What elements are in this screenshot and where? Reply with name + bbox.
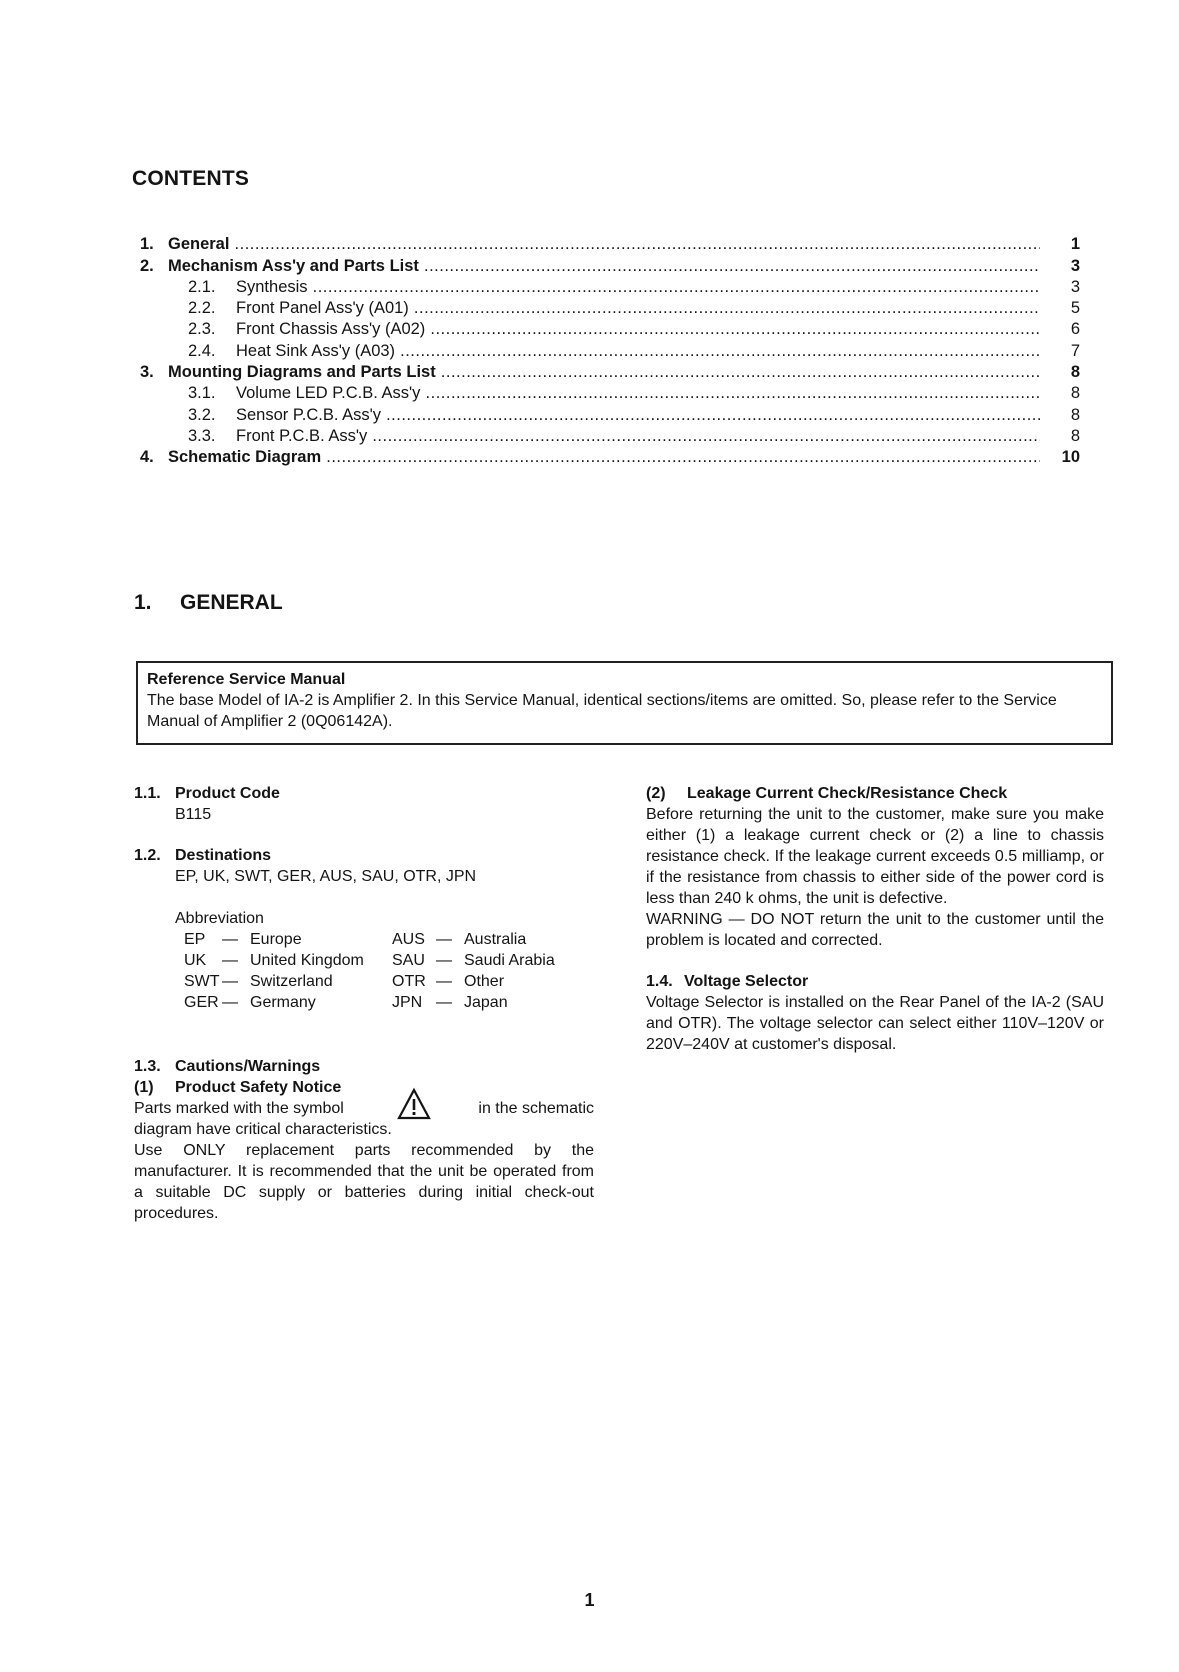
abbr-name: Saudi Arabia xyxy=(464,952,555,969)
toc-label: Mechanism Ass'y and Parts List ..... xyxy=(168,257,1040,275)
toc-page: 8 xyxy=(1070,426,1080,445)
abbr-code: UK xyxy=(184,952,207,969)
abbr-code: GER xyxy=(184,994,219,1011)
toc-label: Schematic Diagram ..... xyxy=(168,448,1040,466)
leakage-heading: (2) Leakage Current Check/Resistance Check xyxy=(646,785,1008,802)
toc-label: Heat Sink Ass'y (A03) ..... xyxy=(236,342,1040,360)
toc-label: Front Chassis Ass'y (A02) ..... xyxy=(236,320,1040,338)
abbr-name: Germany xyxy=(250,994,316,1011)
abbr-dash: — xyxy=(436,994,452,1011)
abbr-name: Japan xyxy=(464,994,508,1011)
product-code-value: B115 xyxy=(175,806,212,823)
toc-number: 1. xyxy=(140,235,154,254)
abbreviation-title: Abbreviation xyxy=(175,910,264,927)
abbr-name: Other xyxy=(464,973,505,990)
abbreviation-row xyxy=(184,992,555,1013)
toc-label: Synthesis ..... xyxy=(236,278,1040,296)
abbr-dash: — xyxy=(222,973,238,990)
abbr-name: Switzerland xyxy=(250,973,333,990)
abbr-name: Australia xyxy=(464,931,527,948)
toc-item xyxy=(140,253,1080,274)
toc-item xyxy=(140,317,1080,338)
toc-number: 3.3. xyxy=(188,426,216,445)
toc-page: 5 xyxy=(1070,299,1080,318)
abbr-dash: — xyxy=(436,952,452,969)
toc-item xyxy=(140,275,1080,296)
toc-number: 2.1. xyxy=(188,277,216,296)
abbreviation-row xyxy=(184,950,555,971)
toc-item xyxy=(140,381,1080,402)
toc-item xyxy=(140,232,1080,253)
warning-triangle-icon xyxy=(397,1087,431,1121)
contents-title: CONTENTS xyxy=(132,167,250,190)
toc-number: 2. xyxy=(140,256,154,275)
abbr-code: JPN xyxy=(392,994,423,1011)
safety-notice-text: Use ONLY replacement parts recommended by the manufacturer. It is recommended that the unit be operated from a suitable DC supply or batteries during initial check-out procedures. xyxy=(134,1142,594,1222)
abbr-code: SWT xyxy=(184,973,220,990)
toc-page: 10 xyxy=(1061,448,1080,467)
abbreviation-table xyxy=(184,929,555,1013)
abbr-name: Europe xyxy=(250,931,302,948)
right-column xyxy=(646,783,1104,1055)
toc-number: 3.1. xyxy=(188,384,216,403)
destinations-value: EP, UK, SWT, GER, AUS, SAU, OTR, JPN xyxy=(175,868,477,885)
toc-label: General ..... xyxy=(168,235,1040,253)
voltage-heading: 1.4. Voltage Selector xyxy=(646,973,809,990)
toc-item xyxy=(140,338,1080,359)
section-title-text: GENERAL xyxy=(180,591,283,614)
toc-page: 7 xyxy=(1070,341,1080,360)
table-of-contents xyxy=(140,232,1080,466)
abbr-dash: — xyxy=(222,931,238,948)
abbr-code: EP xyxy=(184,931,206,948)
abbr-dash: — xyxy=(222,952,238,969)
toc-label: Front Panel Ass'y (A01) ..... xyxy=(236,299,1040,317)
abbr-code: OTR xyxy=(392,973,426,990)
toc-page: 8 xyxy=(1070,363,1080,382)
toc-label: Front P.C.B. Ass'y ..... xyxy=(236,427,1040,445)
toc-item xyxy=(140,296,1080,317)
toc-number: 3. xyxy=(140,363,154,382)
toc-number: 3.2. xyxy=(188,405,216,424)
toc-page: 8 xyxy=(1070,405,1080,424)
section-number: 1. xyxy=(134,591,152,614)
toc-number: 2.3. xyxy=(188,320,216,339)
toc-number: 4. xyxy=(140,448,154,467)
abbr-code: SAU xyxy=(392,952,425,969)
page-number: 1 xyxy=(584,1590,595,1610)
reference-text: The base Model of IA-2 is Amplifier 2. In this Service Manual, identical sections/items are omitted. So, please refer to the Service Manual of Amplifier 2 (0Q06142A). xyxy=(147,692,1057,730)
voltage-text: Voltage Selector is installed on the Rear Panel of the IA-2 (SAU and OTR). The voltage selector can select either 110V–120V or 220V–240V at customer's disposal. xyxy=(646,994,1104,1053)
safety-notice-heading: (1) Product Safety Notice xyxy=(134,1079,342,1096)
left-column xyxy=(134,783,594,1224)
toc-page: 6 xyxy=(1070,320,1080,339)
toc-item xyxy=(140,445,1080,466)
toc-label: Volume LED P.C.B. Ass'y ..... xyxy=(236,384,1040,402)
product-code-heading: 1.1. Product Code xyxy=(134,785,280,802)
abbr-name: United Kingdom xyxy=(250,952,364,969)
toc-item xyxy=(140,402,1080,423)
destinations-heading: 1.2. Destinations xyxy=(134,847,272,864)
cautions-heading: 1.3. Cautions/Warnings xyxy=(134,1058,321,1075)
abbreviation-row xyxy=(184,971,555,992)
reference-title: Reference Service Manual xyxy=(147,671,346,688)
toc-item xyxy=(140,360,1080,381)
abbr-dash: — xyxy=(436,931,452,948)
abbreviation-row xyxy=(184,929,555,950)
abbr-dash: — xyxy=(436,973,452,990)
toc-label: Mounting Diagrams and Parts List ..... xyxy=(168,363,1040,381)
toc-page: 8 xyxy=(1070,384,1080,403)
toc-number: 2.2. xyxy=(188,299,216,318)
toc-page: 1 xyxy=(1070,235,1080,254)
section-title-general xyxy=(134,591,283,615)
toc-item xyxy=(140,424,1080,445)
toc-number: 2.4. xyxy=(188,341,216,360)
toc-page: 3 xyxy=(1070,277,1080,296)
toc-page: 3 xyxy=(1070,256,1080,275)
leakage-text: Before returning the unit to the customer, make sure you make either (1) a leakage current check or (2) a line to chassis resistance check. If the leakage current exceeds 0.5 milliamp, or if the resistance from chassis to either side of the power cord is less than 240 k ohms, the unit is defective. xyxy=(646,806,1104,907)
toc-label: Sensor P.C.B. Ass'y ..... xyxy=(236,406,1040,424)
safety-notice-line1: Parts marked with the symbol in the schematic xyxy=(134,1098,594,1119)
safety-notice-line2: diagram have critical characteristics. xyxy=(134,1121,392,1138)
abbr-code: AUS xyxy=(392,931,425,948)
reference-box xyxy=(136,661,1113,745)
abbr-dash: — xyxy=(222,994,238,1011)
leakage-warning: WARNING — DO NOT return the unit to the customer until the problem is located and corrected. xyxy=(646,911,1104,949)
